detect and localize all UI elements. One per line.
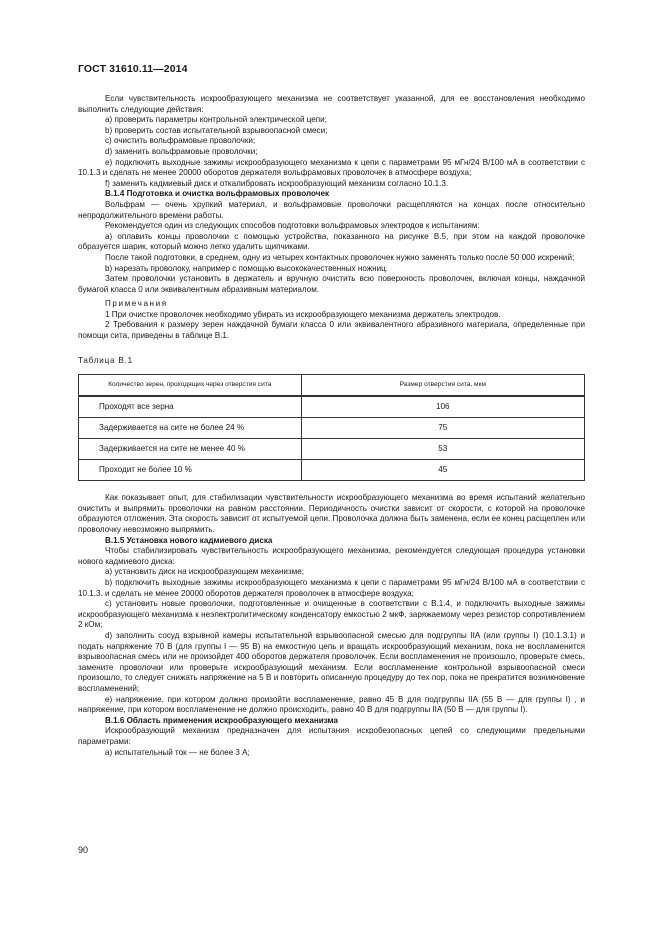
table-row xyxy=(79,439,585,460)
paragraph: Затем проволочки установить в держатель и вручную очистить всю поверхность проволочек, включая концы, наждачной бумагой класса 0 или эквивалентным абразивным материалом. xyxy=(78,274,585,294)
list-item: e) подключить выходные зажимы искрообразующего механизма к цепи с параметрами 95 мГн/24 В/100 мА в соответствии с 10.1.3 и сделать не менее 20000 оборотов держателя вольфрамовых проволочек в атмосфере воздуха; xyxy=(78,157,585,178)
list-item: c) очистить вольфрамовые проволочки; xyxy=(105,136,256,146)
document-header: ГОСТ 31610.11—2014 xyxy=(78,63,188,75)
paragraph: Чтобы стабилизировать чувствительность искрообразующего механизма, рекомендуется следующая процедура установки нового кадмиевого диска: xyxy=(78,546,585,566)
page-number: 90 xyxy=(78,845,89,855)
table-cell: Проходят все зерна xyxy=(79,396,302,418)
note: 2 Требования к размеру зерен наждачной бумаги класса 0 или эквивалентного абразивного материала, определенные при помощи сита, приведены в таблице В.1. xyxy=(78,320,585,341)
paragraph: b) нарезать проволоку, например с помощью высококачественных ножниц. xyxy=(105,263,389,273)
paragraph: Вольфрам — очень хрупкий материал, и вольфрамовые проволочки расщепляются на концах после относительно непродолжительного времени работы. xyxy=(78,199,585,220)
section-heading: В.1.5 Установка нового кадмиевого диска xyxy=(105,535,273,545)
paragraph: После такой подготовки, в среднем, одну из четырех контактных проволочек нужно заменять только после 50 000 искрений; xyxy=(105,252,575,262)
table-row xyxy=(79,396,585,418)
section-heading: В.1.4 Подготовка и очистка вольфрамовых проволочек xyxy=(105,189,330,199)
table-row xyxy=(79,418,585,439)
paragraph: Если чувствительность искрообразующего механизма не соответствует указанной, для ее восстановления необходимо выполнить следующие действия: xyxy=(78,94,585,114)
note: 1 При очистке проволочек необходимо убирать из искрообразующего механизма держатель электродов. xyxy=(105,309,501,319)
table-cell: Проходит не более 10 % xyxy=(79,460,302,481)
table-row xyxy=(79,460,585,481)
list-item: а) установить диск на искрообразующем механизме; xyxy=(105,567,304,577)
list-item: f) заменить кадмиевый диск и откалибровать искрообразующий механизм согласно 10.1.3. xyxy=(105,178,449,188)
table-cell: 53 xyxy=(301,439,584,460)
list-item: а) проверить параметры контрольной электрической цепи; xyxy=(105,115,327,125)
paragraph: Рекомендуется один из следующих способов подготовки вольфрамовых электродов к испытаниям: xyxy=(105,221,480,231)
paragraph: а) оплавить концы проволочки с помощью устройства, показанного на рисунке В.5, при этом на каждой проволочке образуется шарик, который можно легко удалить щипчиками. xyxy=(78,231,585,252)
table-header-row xyxy=(79,375,585,397)
list-item: а) испытательный ток — не более 3 А; xyxy=(105,747,250,757)
table-cell: Задерживается на сите не менее 40 % xyxy=(79,439,302,460)
list-item: b) подключить выходные зажимы искрообразующего механизма к цепи с параметрами 95 мГн/24 В/100 мА в соответствии с 10.1.3. и сделать не менее 20000 оборотов держателя проволочек в атмосфере воздуха; xyxy=(78,578,585,598)
table-cell: 75 xyxy=(301,418,584,439)
list-item: b) проверить состав испытательной взрывоопасной смеси; xyxy=(105,125,328,135)
table-header-cell: Размер отверстия сита, мкм xyxy=(301,375,584,397)
table-cell: Задерживается на сите не более 24 % xyxy=(79,418,302,439)
document-body xyxy=(78,94,585,758)
table-cell: 45 xyxy=(301,460,584,481)
table-caption: Таблица В.1 xyxy=(78,355,133,365)
notes-heading: Примечания xyxy=(105,299,168,309)
section-heading: В.1.6 Область применения искрообразующего механизма xyxy=(105,715,338,725)
list-item: d) заменить вольфрамовые проволочки; xyxy=(105,146,258,156)
list-item: e) напряжение, при котором должно произойти воспламенение, равно 45 В для подгруппы IIA (55 В — для группы I) , и напряжение, при котором воспламенение не должно происходить, равно 40 В для подгруппы IIA (50 В — для группы I). xyxy=(78,694,585,715)
sieve-table xyxy=(78,374,585,481)
table-cell: 106 xyxy=(301,396,584,418)
table-header-cell: Количество зерен, проходящих через отверстия сита xyxy=(79,375,302,397)
paragraph: Искрообразующий механизм предназначен для испытания искробезопасных цепей со следующими предельными параметрами: xyxy=(78,726,585,746)
paragraph: Как показывает опыт, для стабилизации чувствительности искрообразующего механизма во время испытаний желательно очистить и выпрямить проволочки на равном расстоянии. Периодичность очистки зависит от скорости, с которой на проволочке образуются отложения. Эта скорость зависит от испытуемой цепи. Проволочка должна быть заменена, если ее конец расщеплен или проволочку невозможно выпрямить. xyxy=(78,493,585,535)
list-item: d) заполнить сосуд взрывной камеры испытательной взрывоопасной смесью для подгруппы IIA (или группы I) (10.1.3.1) и подать напряжение 70 В (для группы I — 95 В) на емкостную цепь и вращать искрообразующий механизм, пока не воспламенится взрывоопасная смесь или не произойдет 400 оборотов держателя проволочек. Если воспламенения не произошло, проверьте смесь, замените проволочки или проверьте искрообразующий механизм. Если воспламенение контрольной взрывоопасной смеси произошло, то следует снижать напряжение на 5 В и повторить описанную процедуру до тех пор, пока не прекратится возникновение воспламенений; xyxy=(78,630,585,693)
list-item: c) установить новые проволочки, подготовленные и очищенные в соответствии с В.1.4, и подключить выходные зажимы искрообразующего механизма к неэлектролитическому конденсатору емкостью 2 мкФ, заряжаемому через резистор сопротивлением 2 кОм; xyxy=(78,599,585,630)
